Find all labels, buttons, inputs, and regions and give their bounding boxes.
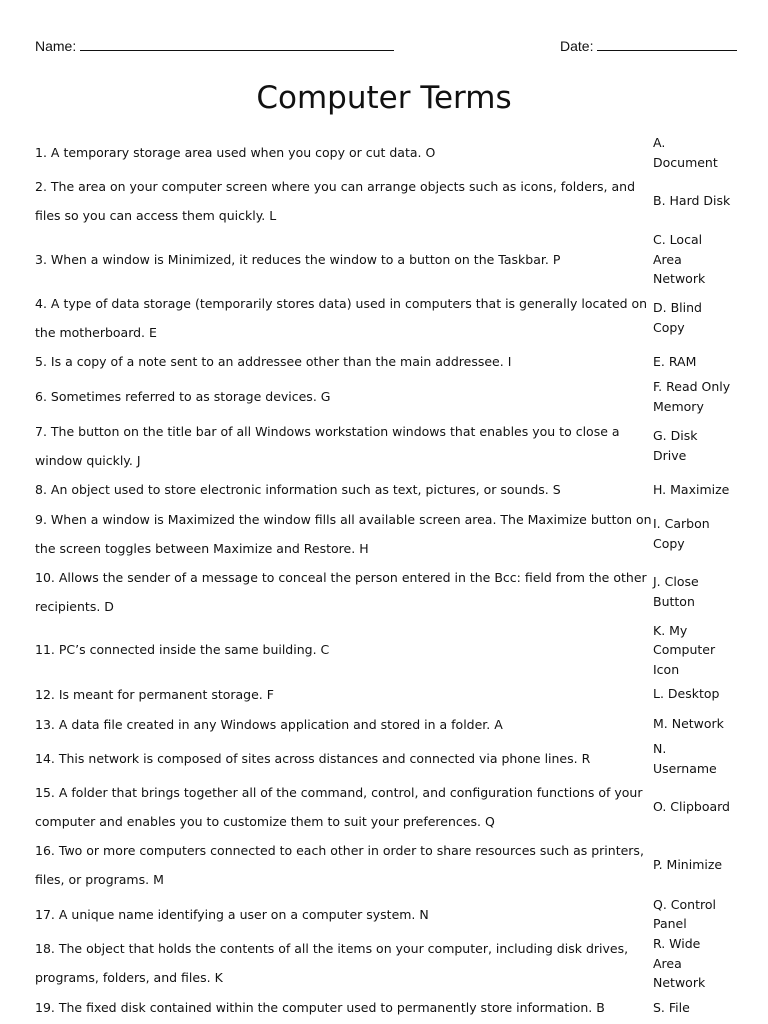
answer-letter: S — [552, 482, 561, 497]
option-term: N. Username — [653, 741, 717, 776]
question-body: A type of data storage (temporarily stores data) used in computers that is generally located on the motherboard. — [35, 295, 648, 340]
question-number: 9. — [35, 511, 47, 527]
answer-letter: R — [581, 751, 591, 766]
date-input-line[interactable] — [597, 37, 737, 51]
option-term: G. Disk Drive — [653, 428, 698, 463]
question-text — [35, 172, 653, 230]
question-text — [35, 475, 653, 505]
question-body: Allows the sender of a message to conceal the person entered in the Bcc: field from the other recipients. — [35, 569, 647, 614]
option-term: Q. Control Panel — [653, 896, 716, 931]
question-body: An object used to store electronic information such as text, pictures, or sounds. — [50, 482, 549, 497]
question-row — [35, 709, 733, 739]
question-row — [35, 347, 733, 377]
question-number: 11. — [35, 642, 55, 658]
question-text — [35, 563, 653, 621]
question-row — [35, 172, 733, 230]
question-number: 8. — [35, 482, 47, 497]
question-text — [35, 505, 653, 563]
option-term: F. Read Only Memory — [653, 379, 731, 414]
question-body: When a window is Minimized, it reduces the window to a button on the Taskbar. — [50, 251, 549, 267]
option-term: I. Carbon Copy — [653, 516, 710, 551]
answer-letter: K — [214, 970, 223, 986]
answer-letter: B — [596, 1000, 605, 1015]
question-row — [35, 475, 733, 505]
answer-letter: G — [320, 389, 331, 404]
question-text — [35, 679, 653, 709]
answer-letter: O — [425, 145, 436, 160]
question-number: 15. — [35, 785, 55, 800]
option-term: H. Maximize — [653, 481, 730, 497]
question-number: 5. — [35, 354, 47, 369]
question-row — [35, 289, 733, 347]
question-body: A temporary storage area used when you copy or cut data. — [50, 145, 422, 160]
answer-letter: L — [269, 208, 277, 223]
question-number: 7. — [35, 423, 47, 439]
question-row — [35, 417, 733, 475]
option-term: A. Document — [653, 135, 718, 170]
question-body: The area on your computer screen where you can arrange objects such as icons, folders, and files so you can access them quickly. — [35, 179, 636, 223]
name-label: Name: — [35, 38, 77, 54]
date-field[interactable] — [560, 37, 737, 54]
option-term: E. RAM — [653, 353, 697, 369]
answer-letter: I — [507, 354, 512, 369]
option-term: B. Hard Disk — [653, 193, 731, 209]
question-number: 10. — [35, 569, 55, 585]
question-number: 16. — [35, 843, 55, 858]
question-row — [35, 230, 733, 289]
answer-letter: Q — [484, 814, 495, 829]
question-text — [35, 230, 653, 289]
question-number: 4. — [35, 295, 47, 311]
question-number: 1. — [35, 145, 47, 160]
option-term: S. File — [653, 999, 690, 1015]
answer-letter: J — [136, 452, 141, 468]
answer-letter: M — [153, 872, 164, 887]
answer-letter: E — [149, 324, 157, 340]
question-number: 13. — [35, 716, 55, 732]
question-text — [35, 347, 653, 377]
question-text — [35, 133, 653, 172]
option-term: R. Wide Area Network — [653, 936, 706, 990]
question-text — [35, 778, 653, 836]
question-text — [35, 621, 653, 680]
question-number: 12. — [35, 686, 55, 702]
question-text — [35, 836, 653, 894]
question-text — [35, 739, 653, 778]
option-term: D. Blind Copy — [653, 300, 702, 335]
question-number: 19. — [35, 1000, 55, 1015]
name-input-line[interactable] — [80, 37, 394, 51]
question-number: 3. — [35, 251, 47, 267]
question-row — [35, 836, 733, 894]
answer-letter: P — [552, 251, 561, 267]
question-body: Is meant for permanent storage. — [58, 686, 263, 702]
question-row — [35, 739, 733, 778]
question-body: The object that holds the contents of all the items on your computer, including disk drives, programs, folders, and files. — [35, 941, 629, 986]
question-text — [35, 709, 653, 739]
question-body: When a window is Maximized the window fills all available screen area. The Maximize button on the screen toggles between Maximize and Restore. — [35, 511, 652, 556]
question-row — [35, 505, 733, 563]
question-number: 17. — [35, 906, 55, 922]
question-number: 6. — [35, 389, 47, 404]
option-term: L. Desktop — [653, 686, 720, 702]
question-text — [35, 993, 653, 1023]
question-row — [35, 778, 733, 836]
question-text — [35, 417, 653, 475]
question-row — [35, 894, 733, 934]
option-term: K. My Computer Icon — [653, 622, 716, 677]
option-term: J. Close Button — [653, 574, 699, 609]
question-row — [35, 563, 733, 621]
question-body: A unique name identifying a user on a computer system. — [58, 906, 416, 922]
question-row — [35, 679, 733, 709]
question-number: 18. — [35, 941, 55, 957]
question-row — [35, 133, 733, 172]
question-number: 2. — [35, 179, 47, 194]
answer-letter: D — [104, 598, 114, 614]
answer-letter: A — [494, 716, 503, 732]
question-text — [35, 934, 653, 993]
question-body: The button on the title bar of all Windows workstation windows that enables you to close a window quickly. — [35, 423, 620, 468]
option-term: P. Minimize — [653, 857, 723, 873]
option-term: O. Clipboard — [653, 799, 730, 815]
date-label: Date: — [560, 38, 594, 54]
question-body: Sometimes referred to as storage devices. — [50, 389, 317, 404]
question-body: Two or more computers connected to each other in order to share resources such as printers, files, or programs. — [35, 843, 644, 887]
page-title: Computer Terms — [256, 80, 512, 116]
answer-letter: F — [266, 686, 274, 702]
question-text — [35, 894, 653, 934]
answer-letter: N — [419, 906, 429, 922]
answer-letter: C — [320, 642, 330, 658]
question-row — [35, 934, 733, 993]
option-term: M. Network — [653, 716, 724, 732]
question-body: Is a copy of a note sent to an addressee other than the main addressee. — [50, 354, 504, 369]
question-row — [35, 621, 733, 680]
option-term: C. Local Area Network — [653, 232, 706, 286]
question-number: 14. — [35, 751, 55, 766]
question-row — [35, 993, 733, 1023]
question-body: A data file created in any Windows application and stored in a folder. — [58, 716, 491, 732]
terms-table — [35, 133, 733, 1023]
question-row — [35, 377, 733, 417]
name-field[interactable] — [35, 37, 394, 54]
question-text — [35, 289, 653, 347]
question-body: The fixed disk contained within the computer used to permanently store information. — [58, 1000, 593, 1015]
question-text — [35, 377, 653, 417]
question-body: This network is composed of sites across distances and connected via phone lines. — [58, 751, 578, 766]
answer-letter: H — [359, 540, 369, 556]
question-body: PC’s connected inside the same building. — [58, 642, 317, 658]
question-body: A folder that brings together all of the command, control, and configuration functions of your computer and enables you to customize them to suit your preferences. — [35, 785, 643, 829]
